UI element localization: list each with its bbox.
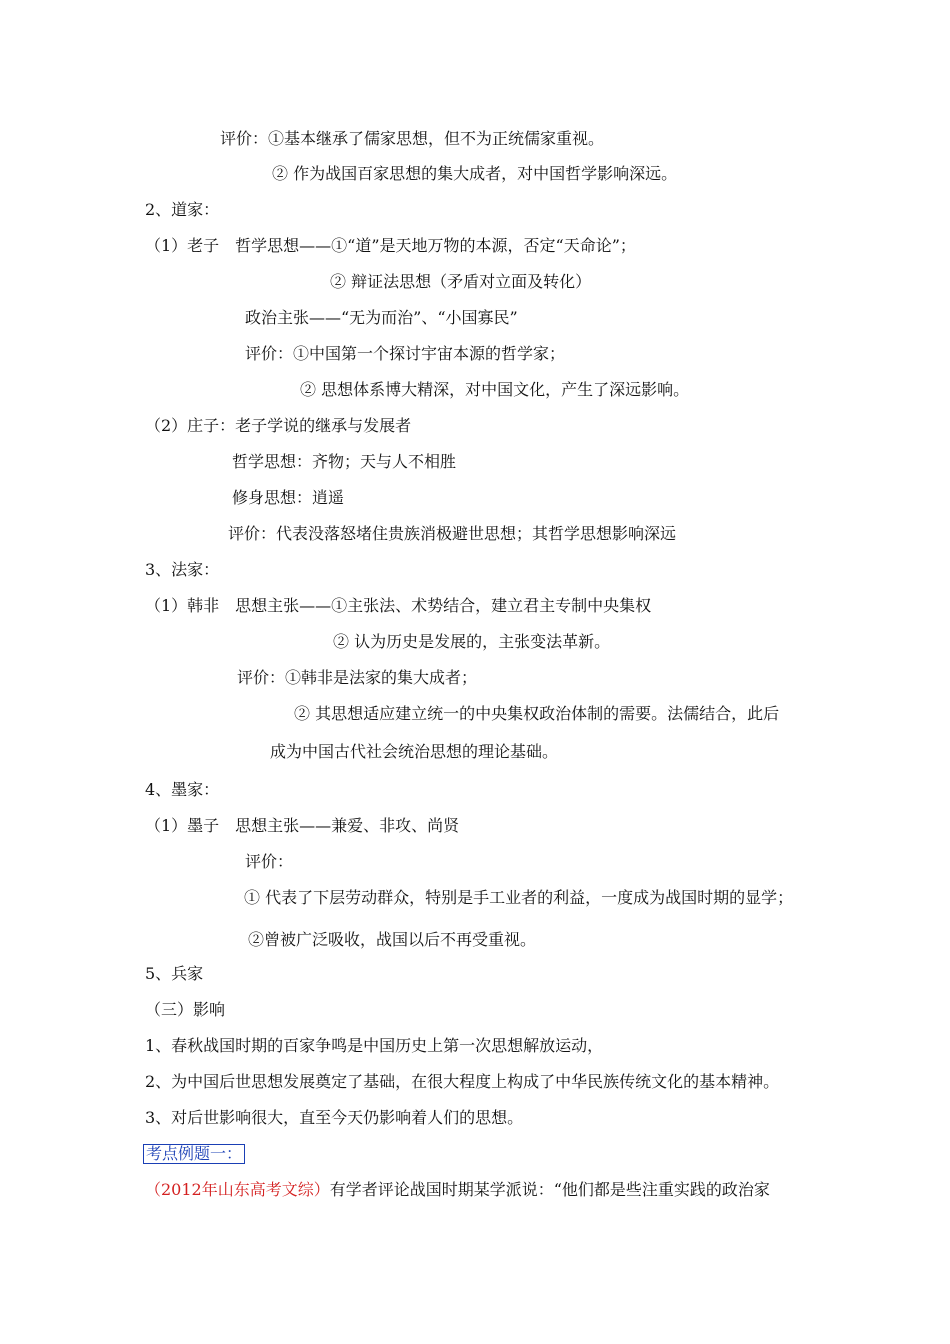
- text-line: 修身思想：逍遥: [232, 488, 345, 507]
- text-line: （1）墨子 思想主张——兼爱、非攻、尚贤: [145, 816, 460, 835]
- text-line: 评价：代表没落怒堵住贵族消极避世思想；其哲学思想影响深远: [228, 524, 677, 543]
- text-line: ② 认为历史是发展的，主张变法革新。: [333, 632, 611, 651]
- text-line: 评价：①中国第一个探讨宇宙本源的哲学家；: [245, 344, 566, 363]
- text-line: 1、春秋战国时期的百家争鸣是中国历史上第一次思想解放运动，: [145, 1036, 604, 1055]
- text-line: ① 代表了下层劳动群众，特别是手工业者的利益，一度成为战国时期的显学；: [244, 888, 794, 907]
- text-line: ② 辩证法思想（矛盾对立面及转化）: [330, 272, 592, 291]
- text-line: 评价：: [245, 852, 294, 871]
- text-line: （1）韩非 思想主张——①主张法、术势结合，建立君主专制中央集权: [145, 596, 652, 615]
- text-line: （1）老子 哲学思想——①“道”是天地万物的本源，否定“天命论”；: [145, 236, 636, 255]
- text-line: 3、对后世影响很大，直至今天仍影响着人们的思想。: [145, 1108, 524, 1127]
- text-line: （2）庄子：老子学说的继承与发展者: [145, 416, 412, 435]
- section-heading: 4、墨家：: [145, 780, 220, 799]
- text-line: ② 其思想适应建立统一的中央集权政治体制的需要。法儒结合，此后: [294, 704, 780, 723]
- text-line: ②曾被广泛吸收，战国以后不再受重视。: [248, 930, 537, 949]
- exam-source: （2012年山东高考文综）: [145, 1180, 330, 1199]
- text-line: 政治主张——“无为而治”、“小国寡民”: [245, 308, 518, 327]
- text-line: 2、为中国后世思想发展奠定了基础，在很大程度上构成了中华民族传统文化的基本精神。: [145, 1072, 780, 1091]
- section-heading: 3、法家：: [145, 560, 220, 579]
- text-line: 评价：①韩非是法家的集大成者；: [237, 668, 478, 687]
- text-line: 成为中国古代社会统治思想的理论基础。: [270, 742, 559, 761]
- text-line: ② 作为战国百家思想的集大成者，对中国哲学影响深远。: [272, 164, 678, 183]
- text-line: 哲学思想：齐物；天与人不相胜: [232, 452, 457, 471]
- section-heading: 5、兵家: [145, 964, 204, 983]
- text-line: 评价：①基本继承了儒家思想，但不为正统儒家重视。: [220, 129, 605, 148]
- section-heading: （三）影响: [145, 1000, 226, 1019]
- example-question-line: [145, 1180, 770, 1200]
- question-text: 有学者评论战国时期某学派说：“他们都是些注重实践的政治家: [329, 1180, 770, 1199]
- example-label: 考点例题一：: [143, 1144, 245, 1164]
- section-heading: 2、道家：: [145, 200, 220, 219]
- text-line: ② 思想体系博大精深，对中国文化，产生了深远影响。: [300, 380, 690, 399]
